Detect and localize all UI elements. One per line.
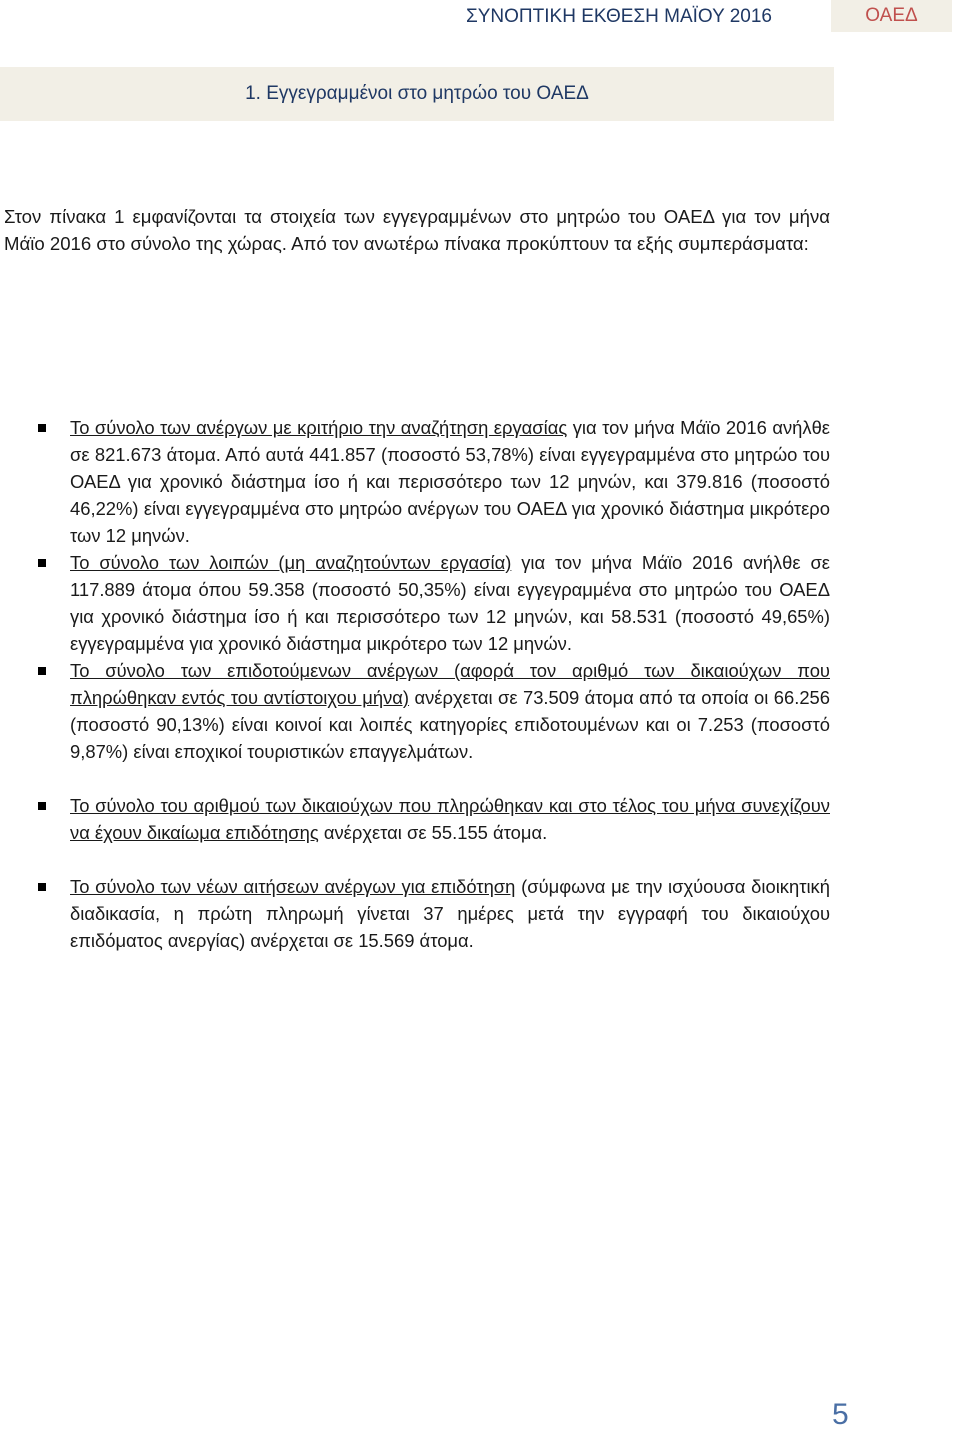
bullet-underlined-text: Το σύνολο των επιδοτούμενων ανέργων (αφορά τον αριθμό των δικαιούχων που πληρώθηκαν εντός του αντίστοιχου μήνα) bbox=[70, 660, 830, 708]
page-number: 5 bbox=[832, 1398, 849, 1431]
square-bullet-icon bbox=[38, 667, 46, 675]
conclusions-list bbox=[0, 414, 960, 954]
list-item bbox=[0, 549, 830, 657]
bullet-underlined-text: Το σύνολο των ανέργων με κριτήριο την αναζήτηση εργασίας bbox=[70, 417, 568, 438]
bullet-body-text: (σύμφωνα με την ισχύουσα διοικητική διαδικασία, η πρώτη πληρωμή γίνεται 37 ημέρες μετά την εγγραφή του δικαιούχου επιδόματος ανεργίας) ανέρχεται σε 15.569 άτομα. bbox=[70, 876, 830, 951]
list-item bbox=[0, 792, 830, 846]
intro-paragraph: Στον πίνακα 1 εμφανίζονται τα στοιχεία των εγγεγραμμένων στο μητρώο του ΟΑΕΔ για τον μήνα Μάϊο 2016 στο σύνολο της χώρας. Από τον ανωτέρω πίνακα προκύπτουν τα εξής συμπεράσματα: bbox=[4, 206, 830, 254]
report-header-title: ΣΥΝΟΠΤΙΚΗ ΕΚΘΕΣΗ ΜΑΪΟΥ 2016 bbox=[466, 6, 772, 27]
square-bullet-icon bbox=[38, 802, 46, 810]
bullet-underlined-text: Το σύνολο του αριθμού των δικαιούχων που πληρώθηκαν και στο τέλος του μήνα συνεχίζουν να έχουν δικαίωμα επιδότησης bbox=[70, 795, 830, 843]
list-item bbox=[0, 657, 830, 765]
bullet-underlined-text: Το σύνολο των λοιπών (μη αναζητούντων εργασία) bbox=[70, 552, 512, 573]
bullet-body-text: για τον μήνα Μάϊο 2016 ανήλθε σε 117.889 άτομα όπου 59.358 (ποσοστό 50,35%) είναι εγγεγραμμένα στο μητρώο του ΟΑΕΔ για χρονικό διάστημα ίσο ή και περισσότερο των 12 μηνών, και 58.531 (ποσοστό 49,65%) εγγεγραμμένα για χρονικό διάστημα μικρότερο των 12 μηνών. bbox=[70, 552, 830, 654]
square-bullet-icon bbox=[38, 559, 46, 567]
bullet-body-text: ανέρχεται σε 73.509 άτομα από τα οποία οι 66.256 (ποσοστό 90,13%) είναι κοινοί και λοιπές κατηγορίες επιδοτουμένων και οι 7.253 (ποσοστό 9,87%) είναι εποχικοί τουριστικών επαγγελμάτων. bbox=[70, 687, 831, 762]
section-heading bbox=[0, 67, 834, 121]
organization-badge: ΟΑΕΔ bbox=[831, 0, 952, 32]
list-item bbox=[0, 414, 830, 549]
bullet-body-text: για τον μήνα Μάϊο 2016 ανήλθε σε 821.673 άτομα. Από αυτά 441.857 (ποσοστό 53,78%) είναι εγγεγραμμένα στο μητρώο του ΟΑΕΔ για χρονικό διάστημα ίσο ή και περισσότερο των 12 μηνών, και 379.816 (ποσοστό 46,22%) είναι εγγεγραμμένα στο μητρώο ανέργων του ΟΑΕΔ για χρονικό διάστημα μικρότερο των 12 μηνών. bbox=[70, 417, 830, 546]
list-item bbox=[0, 873, 830, 954]
bullet-underlined-text: Το σύνολο των νέων αιτήσεων ανέργων για επιδότηση bbox=[70, 876, 516, 897]
square-bullet-icon bbox=[38, 883, 46, 891]
bullet-body-text: ανέρχεται σε 55.155 άτομα. bbox=[318, 822, 548, 843]
section-heading-text: 1. Εγγεγραμμένοι στο μητρώο του ΟΑΕΔ bbox=[245, 83, 589, 104]
square-bullet-icon bbox=[38, 424, 46, 432]
